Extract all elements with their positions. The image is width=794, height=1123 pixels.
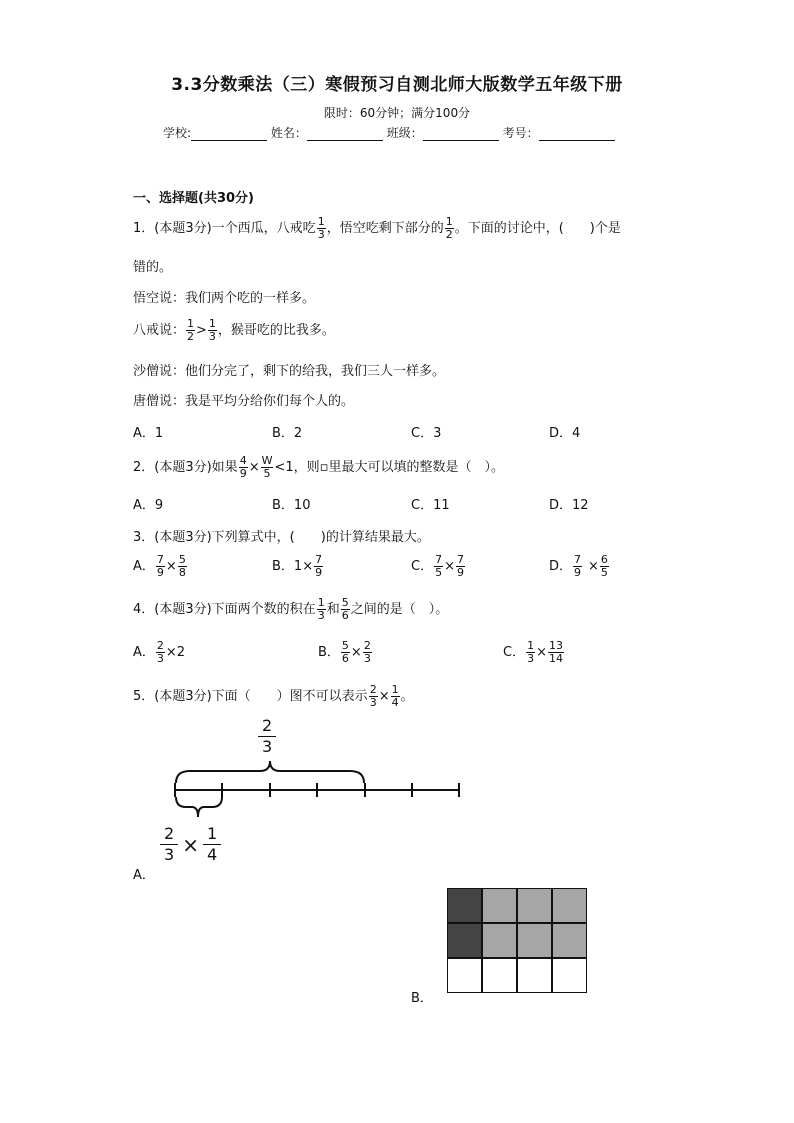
q4-option-c[interactable]: C． $\frac{1}{3}$ × $\frac{13}{14}$ <box>503 639 563 665</box>
number-label: 考号： <box>502 126 539 140</box>
q2-option-d[interactable]: D．12 <box>549 498 589 513</box>
q2-option-c[interactable]: C．11 <box>411 498 450 513</box>
fraction: $\frac{2}{3}$ <box>363 639 371 665</box>
fraction: $\frac{1}{3}$ <box>208 317 216 343</box>
fraction: $\frac{1}{3}$ <box>527 639 535 665</box>
fraction: $\frac{7}{5}$ <box>435 553 443 579</box>
question-3: 3．(本题3分)下列算式中，( )的计算结果最大。 <box>133 530 430 545</box>
q1-tangseng: 唐僧说：我是平均分给你们每个人的。 <box>133 394 355 409</box>
q1-option-a[interactable]: A．1 <box>133 426 164 441</box>
fraction: $\frac{1}{3}$ <box>317 596 325 622</box>
grid-cell-white <box>517 958 552 993</box>
large-brace <box>176 761 364 783</box>
fraction: $\frac{2}{3}$ <box>156 639 164 665</box>
school-blank[interactable] <box>191 126 267 141</box>
grid-cell-dark <box>447 923 482 958</box>
q2-option-a[interactable]: A．9 <box>133 498 164 513</box>
q4-option-a[interactable]: A． $\frac{2}{3}$ ×2 <box>133 639 186 665</box>
question-5: 5．(本题3分)下面（ ）图不可以表示 $\frac{2}{3}$ × $\frac{1}{4}$ 。 <box>133 683 414 709</box>
fraction: $\frac{4}{9}$ <box>239 454 247 480</box>
fraction: $\frac{5}{8}$ <box>178 553 186 579</box>
grid-cell-white <box>447 958 482 993</box>
page-title: 3.3分数乘法（三）寒假预习自测北师大版数学五年级下册 <box>171 75 623 95</box>
grid-cell-white <box>482 958 517 993</box>
figA-top-fraction: $\frac{2}{3}$ <box>258 716 276 757</box>
school-label: 学校: <box>163 126 192 140</box>
name-blank[interactable] <box>307 126 383 141</box>
name-label: 姓名： <box>270 126 307 140</box>
q4-option-b[interactable]: B． $\frac{5}{6}$ × $\frac{2}{3}$ <box>318 639 371 665</box>
fraction: $\frac{1}{2}$ <box>187 317 195 343</box>
fraction: $\frac{5}{6}$ <box>341 596 349 622</box>
q1-wukong: 悟空说：我们两个吃的一样多。 <box>133 291 316 306</box>
fraction: $\frac{7}{9}$ <box>574 553 582 579</box>
fraction: $\frac{7}{9}$ <box>156 553 164 579</box>
time-limit: 限时：60分钟；满分100分 <box>323 106 471 120</box>
fraction: $\frac{2}{3}$ <box>160 824 178 865</box>
question-1 <box>133 216 621 241</box>
fraction: $\frac{7}{9}$ <box>456 553 464 579</box>
fraction: $\frac{1}{2}$ <box>445 215 453 241</box>
q2-option-b[interactable]: B．10 <box>272 498 311 513</box>
grid-cell-light <box>482 923 517 958</box>
question-2: 2．(本题3分)如果 $\frac{4}{9}$ × $\frac{W}{5}$ <1，则▫里最大可以填的整数是（ ）。 <box>133 454 504 480</box>
fraction: $\frac{6}{5}$ <box>600 553 608 579</box>
q3-option-b[interactable]: B．1× $\frac{7}{9}$ <box>272 553 323 579</box>
figA-bottom-expression: $\frac{2}{3}$ × $\frac{1}{4}$ <box>160 824 221 865</box>
question-4: 4．(本题3分)下面两个数的积在 $\frac{1}{3}$ 和 $\frac{5}{6}$ 之间的是（ ）。 <box>133 596 449 622</box>
q1-option-c[interactable]: C．3 <box>411 426 442 441</box>
grid-cell-light <box>482 888 517 923</box>
q5-option-b[interactable]: B． <box>411 991 433 1006</box>
grid-cell-light <box>552 923 587 958</box>
fraction: $\frac{W}{5}$ <box>261 454 273 480</box>
q1-option-d[interactable]: D．4 <box>549 426 581 441</box>
q1-text: 1．(本题3分)一个西瓜，八戒吃 <box>133 221 316 236</box>
section-title: 一、选择题(共30分) <box>133 191 254 206</box>
q1-shaseng: 沙僧说：他们分完了，剩下的给我，我们三人一样多。 <box>133 364 446 379</box>
fraction: $\frac{1}{4}$ <box>391 683 399 709</box>
grid-cell-light <box>517 888 552 923</box>
fraction: $\frac{7}{9}$ <box>315 553 323 579</box>
grid-cell-dark <box>447 888 482 923</box>
q1-bajie: 八戒说： $\frac{1}{2}$ > $\frac{1}{3}$ ，猴哥吃的比我多。 <box>133 317 335 343</box>
q5-option-a[interactable]: A． <box>133 868 155 883</box>
q1-text: 。下面的讨论中，( )个是 <box>454 221 621 236</box>
grid-cell-white <box>552 958 587 993</box>
q1-text: ，悟空吃剩下部分的 <box>326 221 444 236</box>
class-label: 班级： <box>386 126 423 140</box>
q3-option-c[interactable]: C． $\frac{7}{5}$ × $\frac{7}{9}$ <box>411 553 464 579</box>
q3-option-a[interactable]: A． $\frac{7}{9}$ × $\frac{5}{8}$ <box>133 553 186 579</box>
class-blank[interactable] <box>423 126 499 141</box>
fraction: $\frac{1}{4}$ <box>203 824 221 865</box>
q1-line2: 错的。 <box>133 260 173 275</box>
grid-cell-light <box>517 923 552 958</box>
grid-cell-light <box>552 888 587 923</box>
small-brace <box>176 797 222 817</box>
q1-option-b[interactable]: B．2 <box>272 426 303 441</box>
number-blank[interactable] <box>539 126 615 141</box>
fraction: $\frac{1}{3}$ <box>317 215 325 241</box>
figB-grid <box>447 888 587 993</box>
figA-number-line <box>160 755 470 825</box>
fraction: $\frac{13}{14}$ <box>548 639 563 665</box>
fraction: $\frac{2}{3}$ <box>369 683 377 709</box>
fraction: $\frac{5}{6}$ <box>341 639 349 665</box>
q3-option-d[interactable]: D． $\frac{7}{9}$ × $\frac{6}{5}$ <box>549 553 608 579</box>
student-info-row <box>163 124 615 141</box>
